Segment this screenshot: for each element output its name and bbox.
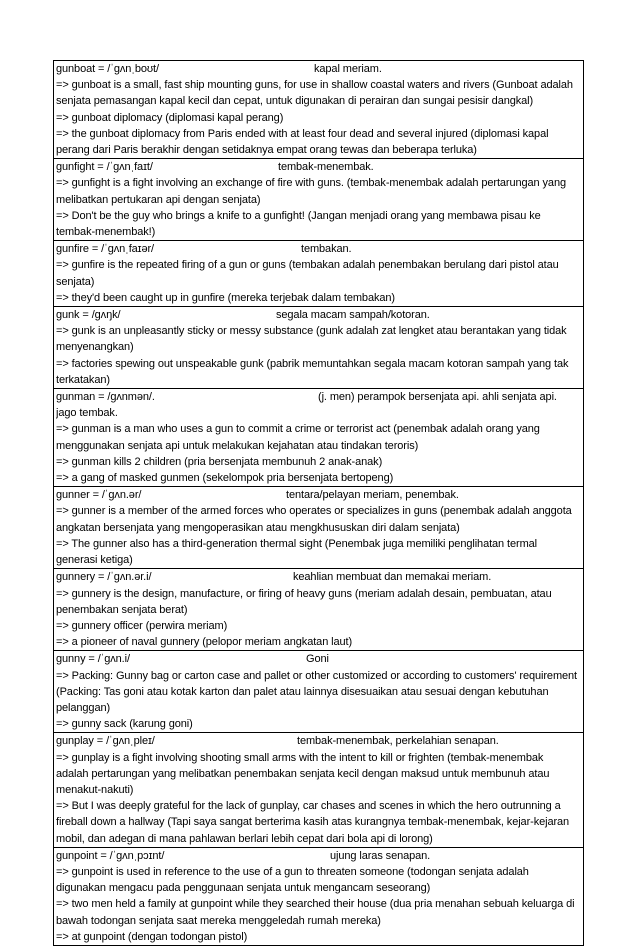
headword: gunfight = /ˈɡʌnˌfaɪt/ bbox=[56, 161, 153, 174]
headword: gunpoint = /ˈɡʌnˌpɔɪnt/ bbox=[56, 849, 165, 862]
entry-gunner bbox=[53, 487, 584, 569]
gloss: Goni bbox=[306, 653, 329, 666]
entry-head bbox=[56, 733, 582, 749]
entry-line: menakut-nakuti) bbox=[56, 783, 134, 796]
entry-gunk bbox=[53, 307, 584, 389]
entry-line: => gunman is a man who uses a gun to commit a crime or terrorist act (penembak adalah orang yang bbox=[56, 423, 540, 436]
entry-line: angkatan bersenjata yang mengoperasikan atau mengkhususkan diri dalam senjata) bbox=[56, 521, 460, 534]
headword: gunfire = /ˈɡʌnˌfaɪər/ bbox=[56, 243, 155, 256]
gloss: segala macam sampah/kotoran. bbox=[276, 309, 430, 322]
entry-line: terkatakan) bbox=[56, 373, 110, 386]
entry-head bbox=[56, 61, 582, 77]
entry-line: => the gunboat diplomacy from Paris ended with at least four dead and several injured (diplomasi kapal bbox=[56, 127, 549, 140]
entry-line: => gunboat diplomacy (diplomasi kapal perang) bbox=[56, 111, 284, 124]
entry-line: penembakan senjata berat) bbox=[56, 603, 188, 616]
entry-line: fireball down a hallway (Tapi saya sangat berterima kasih atas kurangnya tembak-menembak, kejar-kejaran bbox=[56, 816, 570, 829]
entry-line: => gunfire is the repeated firing of a gun or guns (tembakan adalah penembakan berulang dari pistol atau bbox=[56, 259, 559, 272]
gloss: tentara/pelayan meriam, penembak. bbox=[286, 489, 459, 502]
entry-line: => a gang of masked gunmen (sekelompok pria bersenjata bertopeng) bbox=[56, 472, 394, 485]
dictionary-table bbox=[53, 60, 584, 946]
entry-line: adalah pertarungan yang melibatkan penembakan senjata kecil dengan maksud untuk membunuh atau bbox=[56, 767, 550, 780]
headword: gunner = /ˈɡʌn.ər/ bbox=[56, 489, 142, 502]
entry-line: melibatkan pertukaran api dengan senjata) bbox=[56, 193, 261, 206]
entry-line: senjata pemasangan kapal kecil dan cepat, untuk digunakan di perairan dan sungai pesisir dangkal) bbox=[56, 95, 534, 108]
entry-line: => gunfight is a fight involving an exchange of fire with guns. (tembak-menembak adalah pertarungan yang bbox=[56, 177, 566, 190]
entry-line: => two men held a family at gunpoint while they searched their house (dua pria menahan sebuah keluarga di bbox=[56, 898, 575, 911]
entry-head bbox=[56, 569, 582, 585]
entry-line: => at gunpoint (dengan todongan pistol) bbox=[56, 930, 248, 943]
entry-line: generasi ketiga) bbox=[56, 554, 133, 567]
entry-head bbox=[56, 651, 582, 667]
entry-line: => gunny sack (karung goni) bbox=[56, 718, 193, 731]
entry-line: => Don't be the guy who brings a knife to a gunfight! (Jangan menjadi orang yang membawa pisau ke bbox=[56, 209, 541, 222]
headword: gunnery = /ˈɡʌn.ər.i/ bbox=[56, 571, 152, 584]
gloss: tembak-menembak, perkelahian senapan. bbox=[297, 735, 499, 748]
gloss: ujung laras senapan. bbox=[330, 849, 431, 862]
entry-line: perang dari Paris berakhir dengan setidaknya empat orang tewas dan beberapa terluka) bbox=[56, 144, 477, 157]
entry-line: pelanggan) bbox=[56, 701, 111, 714]
entry-line: menggunakan senjata api untuk melakukan kejahatan atau tindakan teroris) bbox=[56, 439, 419, 452]
entry-line: => gunnery officer (perwira meriam) bbox=[56, 619, 228, 632]
entry-line: => gunboat is a small, fast ship mounting guns, for use in shallow coastal waters and rivers (Gunboat adalah bbox=[56, 79, 573, 92]
entry-gunboat bbox=[53, 61, 584, 159]
gloss: tembak-menembak. bbox=[278, 161, 374, 174]
gloss: tembakan. bbox=[301, 243, 352, 256]
headword: gunny = /ˈɡʌn.i/ bbox=[56, 653, 130, 666]
headword: gunboat = /ˈɡʌnˌboʊt/ bbox=[56, 63, 159, 75]
entry-line: => gunpoint is used in reference to the use of a gun to threaten someone (todongan senjata adalah bbox=[56, 865, 529, 878]
entry-line: => factories spewing out unspeakable gunk (pabrik memuntahkan segala macam kotoran sampah yang tak bbox=[56, 357, 569, 370]
entry-line: => they'd been caught up in gunfire (mereka terjebak dalam tembakan) bbox=[56, 291, 395, 304]
entry-line: => gunner is a member of the armed forces who operates or specializes in guns (penembak adalah anggota bbox=[56, 505, 572, 518]
entry-gunplay bbox=[53, 733, 584, 847]
entry-line: => But I was deeply grateful for the lack of gunplay, car chases and scenes in which the hero outrunning a bbox=[56, 800, 561, 813]
entry-line: mobil, dan adegan di mana pahlawan berlari lebih cepat dari bola api di lorong) bbox=[56, 832, 433, 845]
entry-head bbox=[56, 159, 582, 175]
entry-line: => gunman kills 2 children (pria bersenjata membunuh 2 anak-anak) bbox=[56, 455, 383, 468]
entry-line: => gunnery is the design, manufacture, or firing of heavy guns (meriam adalah desain, pembuatan, atau bbox=[56, 587, 552, 600]
entry-head bbox=[56, 487, 582, 503]
headword: gunk = /ɡʌŋk/ bbox=[56, 309, 121, 322]
gloss: keahlian membuat dan memakai meriam. bbox=[293, 571, 492, 584]
entry-line: => a pioneer of naval gunnery (pelopor meriam angkatan laut) bbox=[56, 636, 353, 649]
gloss: kapal meriam. bbox=[314, 63, 382, 75]
entry-line: senjata) bbox=[56, 275, 95, 288]
entry-line: => The gunner also has a third-generation thermal sight (Penembak juga memiliki penglihatan termal bbox=[56, 537, 537, 550]
entry-line: => gunplay is a fight involving shooting small arms with the intent to kill or frighten (tembak-menembak bbox=[56, 751, 544, 764]
entry-head bbox=[56, 241, 582, 257]
entry-line: (Packing: Tas goni atau kotak karton dan palet atau lainnya disesuaikan atau sesuai dengan kebutuhan bbox=[56, 685, 549, 698]
entry-gunpoint bbox=[53, 848, 584, 946]
entry-line: jago tembak. bbox=[56, 407, 118, 420]
entry-gunfight bbox=[53, 159, 584, 241]
entry-line: => Packing: Gunny bag or carton case and pallet or other customized or according to customers' requirement bbox=[56, 669, 578, 682]
gloss: (j. men) perampok bersenjata api. ahli senjata api. bbox=[318, 391, 557, 404]
headword: gunman = /ɡʌnmən/. bbox=[56, 391, 155, 404]
entry-line: => gunk is an unpleasantly sticky or messy substance (gunk adalah zat lengket atau berantakan yang tidak bbox=[56, 325, 567, 338]
entry-line: menyenangkan) bbox=[56, 341, 134, 354]
entry-head bbox=[56, 848, 582, 864]
entry-head bbox=[56, 307, 582, 323]
entry-gunnery bbox=[53, 569, 584, 651]
entry-gunfire bbox=[53, 241, 584, 307]
entry-gunny bbox=[53, 651, 584, 733]
entry-line: bawah todongan senjata saat mereka menggeledah rumah mereka) bbox=[56, 914, 381, 927]
entry-gunman bbox=[53, 389, 584, 487]
headword: gunplay = /ˈɡʌnˌpleɪ/ bbox=[56, 735, 155, 748]
entry-head bbox=[56, 389, 582, 405]
entry-line: tembak-menembak!) bbox=[56, 226, 156, 239]
entry-line: digunakan mengacu pada penggunaan senjata untuk mengancam seseorang) bbox=[56, 882, 431, 895]
